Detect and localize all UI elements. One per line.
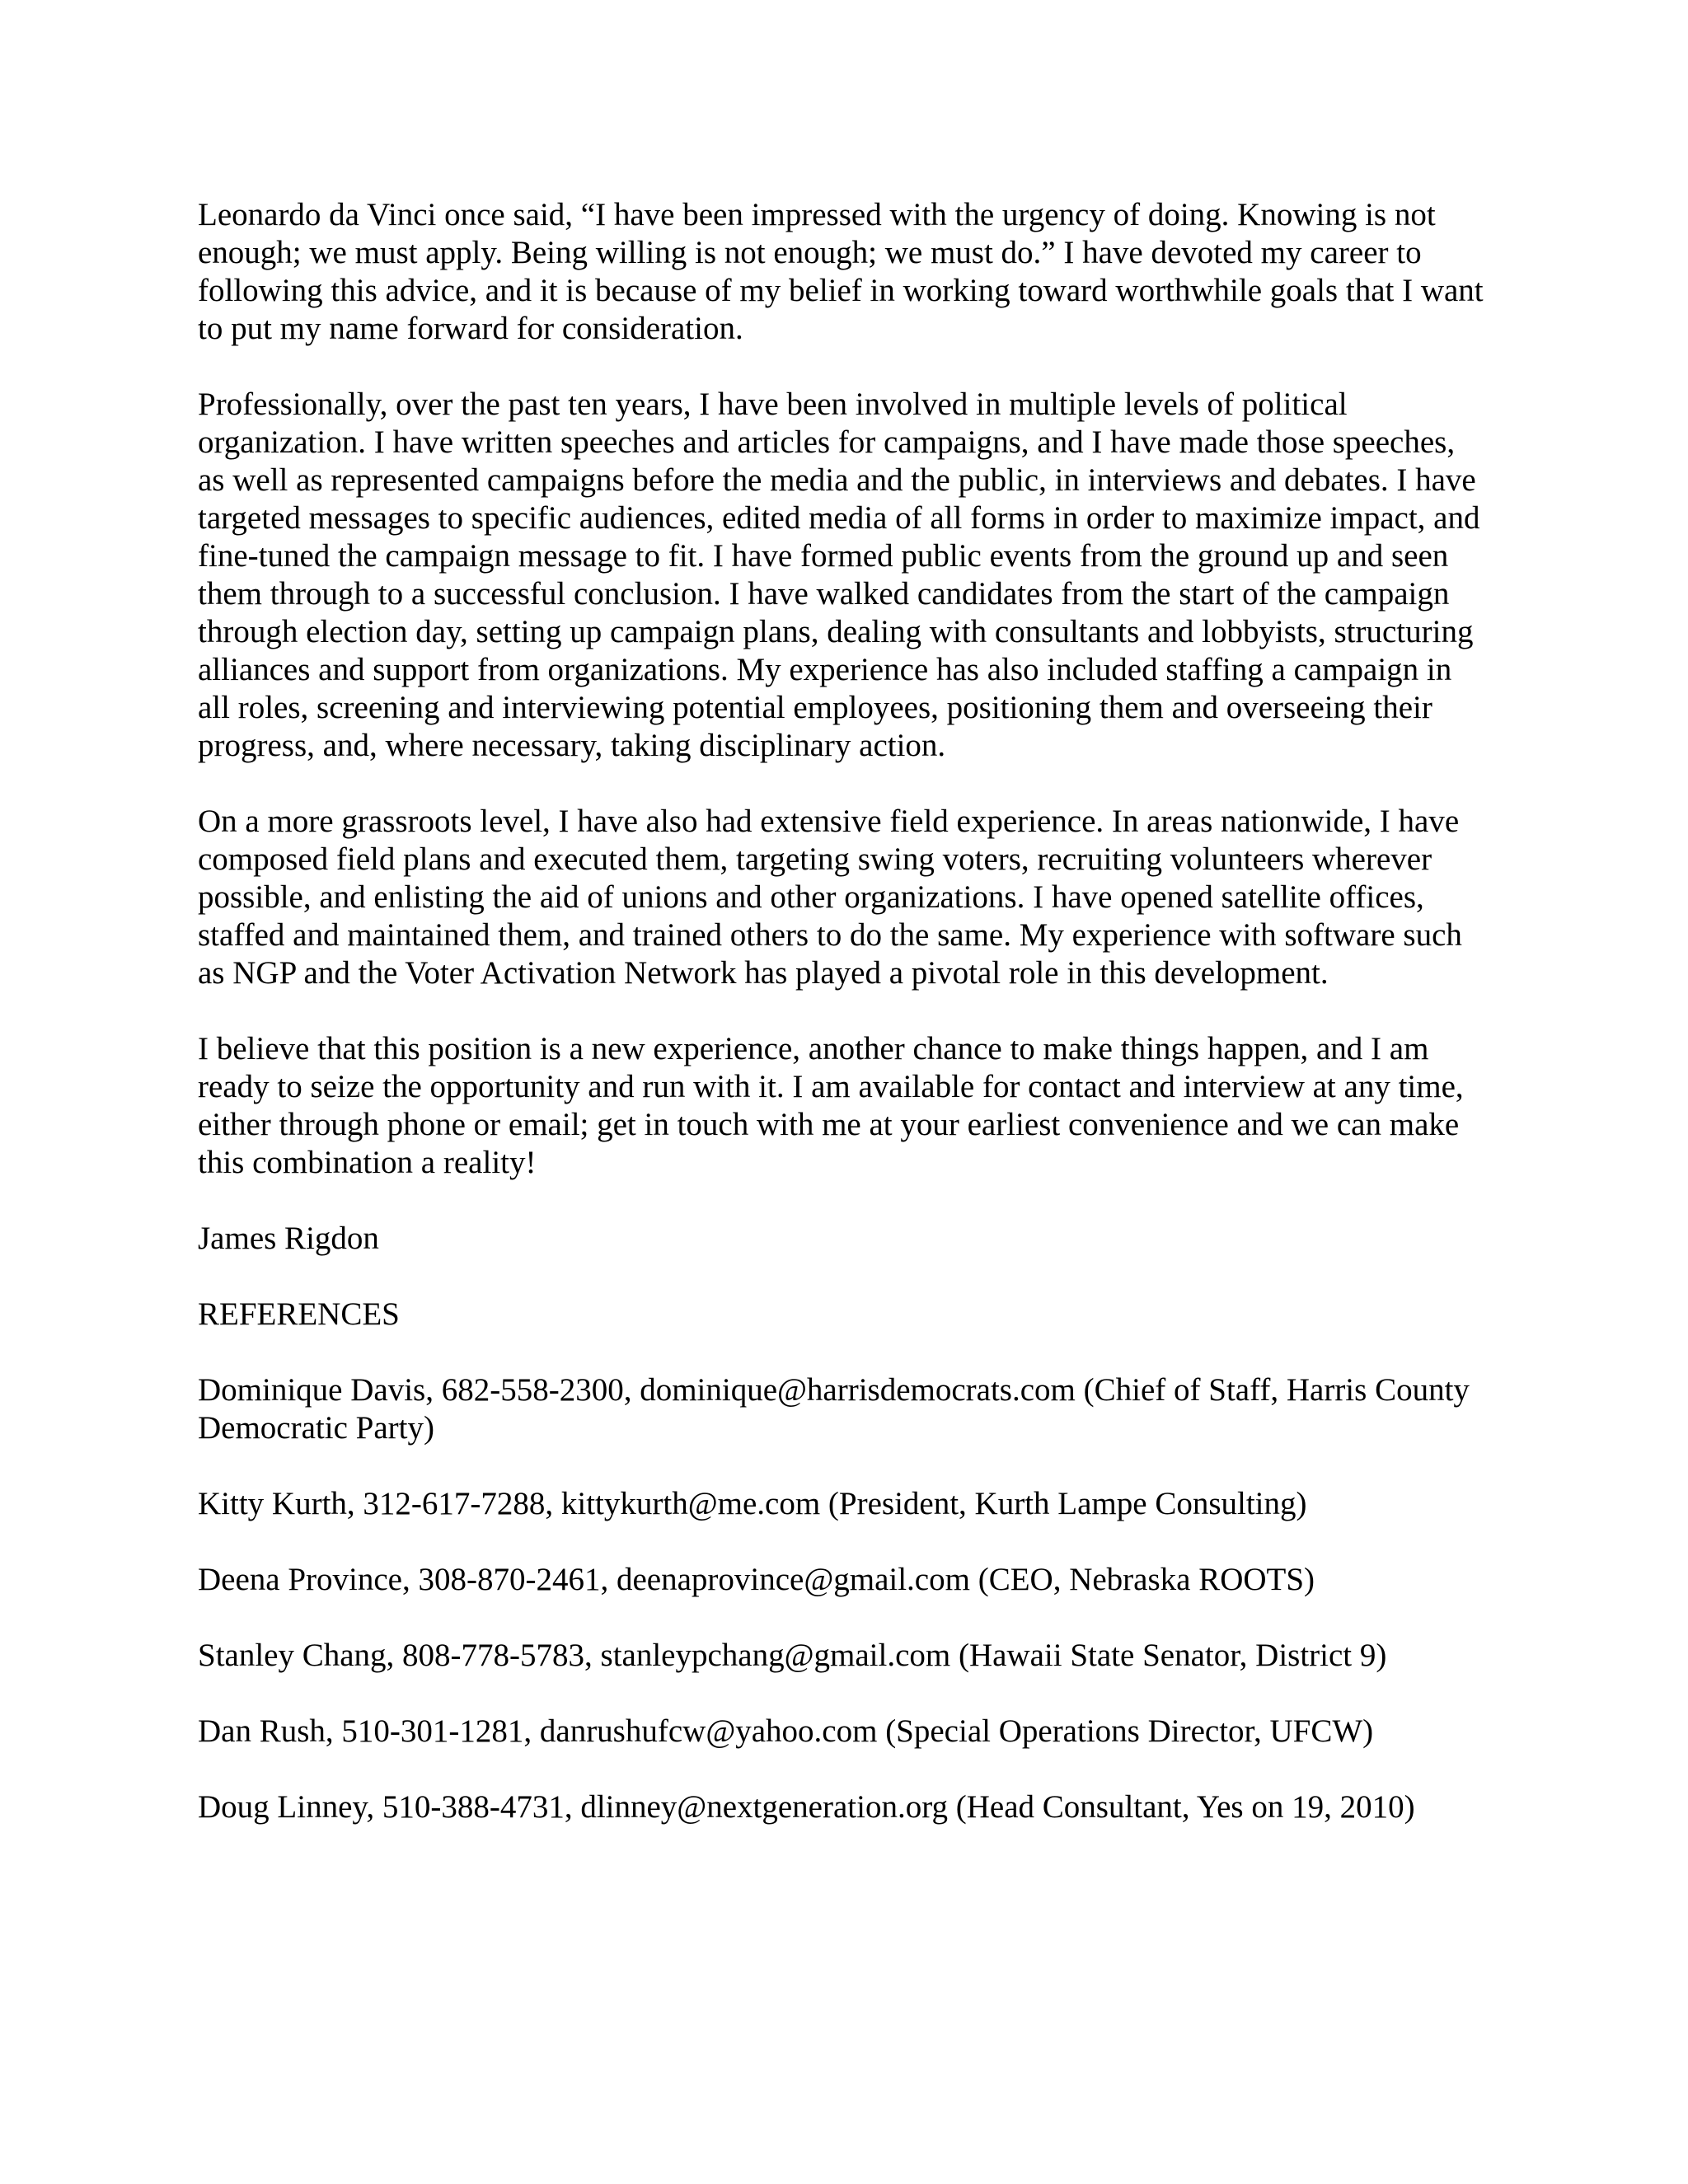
- references-list: [198, 1371, 1484, 1826]
- body-paragraph-2: Professionally, over the past ten years, I have been involved in multiple levels of political organization. I have written speeches and articles for campaigns, and I have made those speeches, as well as represented campaigns before the media and the public, in interviews and debates. I have targeted messages to specific audiences, edited media of all forms in order to maximize impact, and fine-tuned the campaign message to fit. I have formed public events from the ground up and seen them through to a successful conclusion. I have walked candidates from the start of the campaign through election day, setting up campaign plans, dealing with consultants and lobbyists, structuring alliances and support from organizations. My experience has also included staffing a campaign in all roles, screening and interviewing potential employees, positioning them and overseeing their progress, and, where necessary, taking disciplinary action.: [198, 387, 1480, 763]
- body-paragraph-1: Leonardo da Vinci once said, “I have been impressed with the urgency of doing. Knowing is not enough; we must apply. Being willing is not enough; we must do.” I have devoted my career to following this advice, and it is because of my belief in working toward worthwhile goals that I want to put my name forward for consideration.: [198, 197, 1484, 346]
- reference-item: Dominique Davis, 682-558-2300, dominique@harrisdemocrats.com (Chief of Staff, Harris County Democratic Party): [198, 1372, 1470, 1446]
- reference-item: Stanley Chang, 808-778-5783, stanleypchang@gmail.com (Hawaii State Senator, District 9): [198, 1638, 1387, 1673]
- body-paragraph-3: On a more grassroots level, I have also had extensive field experience. In areas nationwide, I have composed field plans and executed them, targeting swing voters, recruiting volunteers wherever possible, and enlisting the aid of unions and other organizations. I have opened satellite offices, staffed and maintained them, and trained others to do the same. My experience with software such as NGP and the Voter Activation Network has played a pivotal role in this development.: [198, 804, 1462, 991]
- reference-item: Dan Rush, 510-301-1281, danrushufcw@yahoo.com (Special Operations Director, UFCW): [198, 1713, 1374, 1749]
- body-paragraph-4: I believe that this position is a new experience, another chance to make things happen, and I am ready to seize the opportunity and run with it. I am available for contact and interview at any time, either through phone or email; get in touch with me at your earliest convenience and we can make this combination a reality!: [198, 1031, 1464, 1180]
- references-heading: REFERENCES: [198, 1296, 400, 1332]
- document-page: [198, 196, 1484, 1864]
- signature-name: James Rigdon: [198, 1221, 379, 1256]
- reference-item: Doug Linney, 510-388-4731, dlinney@nextgeneration.org (Head Consultant, Yes on 19, 2010): [198, 1789, 1415, 1825]
- reference-item: Deena Province, 308-870-2461, deenaprovince@gmail.com (CEO, Nebraska ROOTS): [198, 1562, 1315, 1597]
- reference-item: Kitty Kurth, 312-617-7288, kittykurth@me.com (President, Kurth Lampe Consulting): [198, 1486, 1307, 1521]
